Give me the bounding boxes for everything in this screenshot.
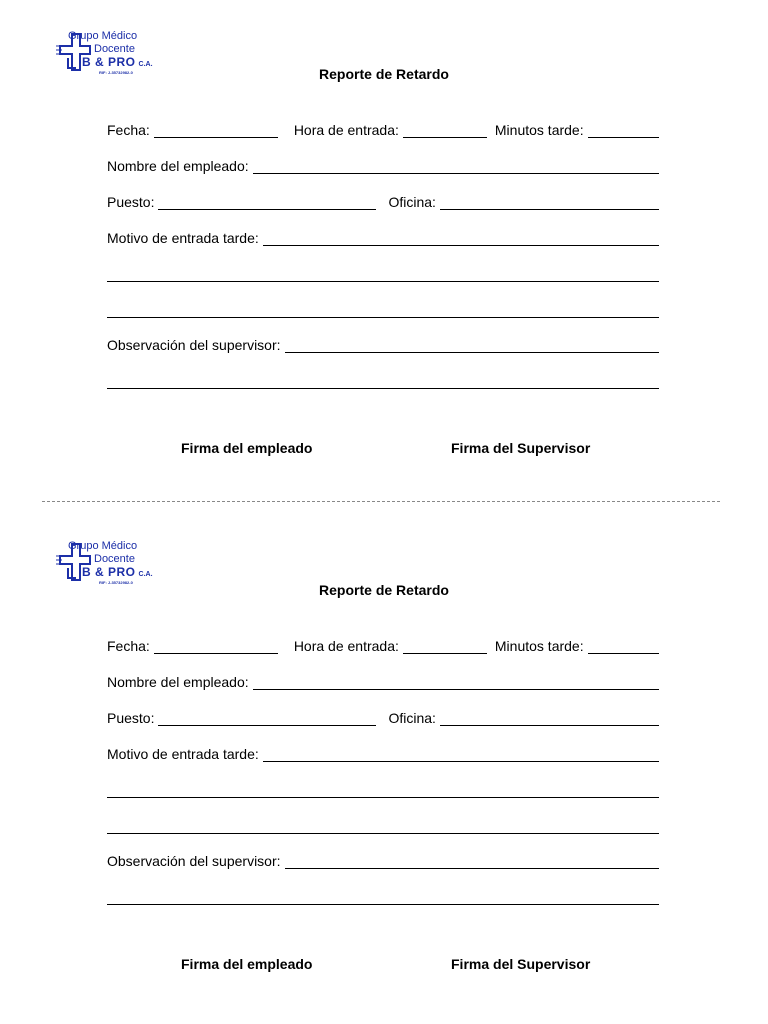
employee-signature-label: Firma del empleado <box>181 440 313 456</box>
company-logo <box>54 540 184 588</box>
observacion-field-line[interactable] <box>107 890 659 905</box>
logo-line-1: Grupo Médico <box>68 540 138 552</box>
puesto-field[interactable] <box>158 195 376 210</box>
observacion-field[interactable] <box>285 338 659 353</box>
form-title: Reporte de Retardo <box>319 66 449 82</box>
oficina-field[interactable] <box>440 195 659 210</box>
reason-line-2 <box>107 262 659 282</box>
motivo-field-line[interactable] <box>107 783 659 798</box>
nombre-empleado-label: Nombre del empleado: <box>107 158 249 174</box>
oficina-label: Oficina: <box>388 194 436 210</box>
logo-line-2: Docente <box>94 553 135 565</box>
report-form <box>0 0 768 500</box>
position-office-row <box>107 706 659 726</box>
logo-line-3: B & PRO C.A. <box>82 55 153 69</box>
fecha-label: Fecha: <box>107 638 150 654</box>
fecha-field[interactable] <box>154 123 278 138</box>
minutos-tarde-field[interactable] <box>588 123 659 138</box>
logo-line-1: Grupo Médico <box>68 30 138 42</box>
motivo-label: Motivo de entrada tarde: <box>107 230 259 246</box>
cut-line-divider <box>42 501 720 502</box>
minutos-tarde-label: Minutos tarde: <box>494 638 584 654</box>
reason-row <box>107 742 659 762</box>
minutos-tarde-field[interactable] <box>588 639 659 654</box>
oficina-label: Oficina: <box>388 710 436 726</box>
motivo-field-line[interactable] <box>107 267 659 282</box>
nombre-empleado-field[interactable] <box>253 675 659 690</box>
motivo-field[interactable] <box>263 747 659 762</box>
oficina-field[interactable] <box>440 711 659 726</box>
puesto-label: Puesto: <box>107 194 155 210</box>
date-time-row <box>107 634 659 654</box>
motivo-field[interactable] <box>263 231 659 246</box>
hora-entrada-field[interactable] <box>403 123 487 138</box>
fecha-label: Fecha: <box>107 122 150 138</box>
fecha-field[interactable] <box>154 639 278 654</box>
supervisor-signature-label: Firma del Supervisor <box>451 956 591 972</box>
puesto-label: Puesto: <box>107 710 155 726</box>
supervisor-obs-line-2 <box>107 885 659 905</box>
observacion-label: Observación del supervisor: <box>107 337 281 353</box>
supervisor-obs-row <box>107 849 659 869</box>
motivo-field-line[interactable] <box>107 303 659 318</box>
observacion-field-line[interactable] <box>107 374 659 389</box>
employee-signature-label: Firma del empleado <box>181 956 313 972</box>
observacion-field[interactable] <box>285 854 659 869</box>
hora-entrada-field[interactable] <box>403 639 487 654</box>
hora-entrada-label: Hora de entrada: <box>293 122 399 138</box>
employee-name-row <box>107 670 659 690</box>
supervisor-signature-label: Firma del Supervisor <box>451 440 591 456</box>
form-title: Reporte de Retardo <box>319 582 449 598</box>
motivo-field-line[interactable] <box>107 819 659 834</box>
report-form <box>0 516 768 1016</box>
motivo-label: Motivo de entrada tarde: <box>107 746 259 762</box>
employee-name-row <box>107 154 659 174</box>
logo-line-3: B & PRO C.A. <box>82 565 153 579</box>
hora-entrada-label: Hora de entrada: <box>293 638 399 654</box>
logo-rif: RIF: J-35732982-0 <box>99 70 133 75</box>
logo-line-2: Docente <box>94 43 135 55</box>
position-office-row <box>107 190 659 210</box>
nombre-empleado-field[interactable] <box>253 159 659 174</box>
supervisor-obs-row <box>107 333 659 353</box>
date-time-row <box>107 118 659 138</box>
puesto-field[interactable] <box>158 711 376 726</box>
reason-line-2 <box>107 778 659 798</box>
observacion-label: Observación del supervisor: <box>107 853 281 869</box>
reason-line-3 <box>107 814 659 834</box>
reason-line-3 <box>107 298 659 318</box>
minutos-tarde-label: Minutos tarde: <box>494 122 584 138</box>
supervisor-obs-line-2 <box>107 369 659 389</box>
logo-rif: RIF: J-35732982-0 <box>99 580 133 585</box>
reason-row <box>107 226 659 246</box>
nombre-empleado-label: Nombre del empleado: <box>107 674 249 690</box>
